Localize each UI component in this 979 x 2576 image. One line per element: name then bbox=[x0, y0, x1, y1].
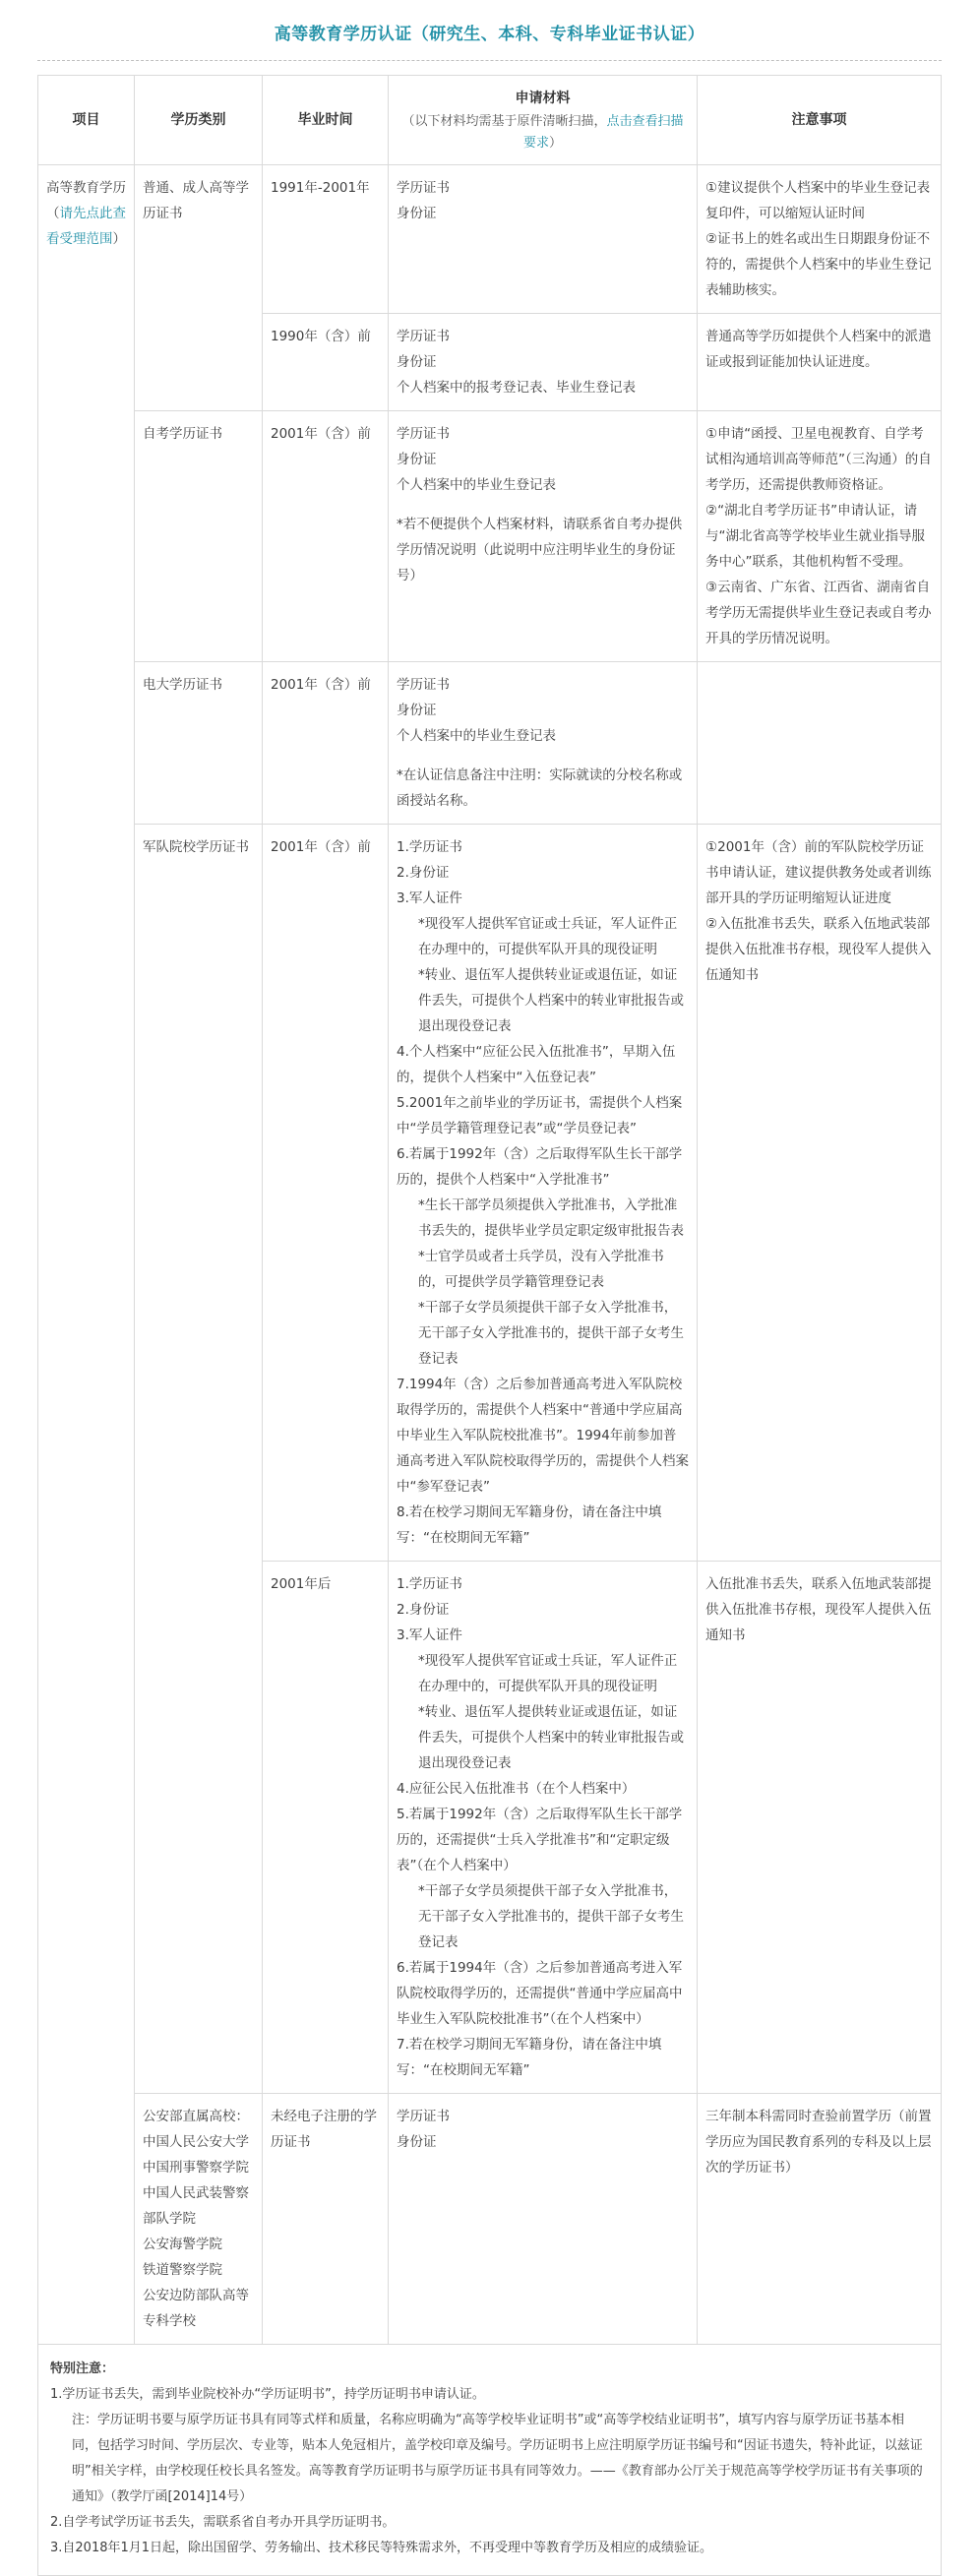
material-line: 学历证书 bbox=[397, 677, 450, 693]
material-subnote: *士官学员或者士兵学员，没有入学批准书的，可提供学员学籍管理登记表 bbox=[418, 1249, 664, 1290]
note-line: ②入伍批准书丢失，联系入伍地武装部提供入伍批准书存根，现役军人提供入伍通知书 bbox=[705, 916, 932, 983]
material-subnote: *生长干部学员须提供入学批准书，入学批准书丢失的，提供毕业学员定职定级审批报告表 bbox=[418, 1197, 684, 1239]
material-line: 2.身份证 bbox=[397, 1602, 450, 1618]
materials-cell bbox=[389, 662, 698, 825]
acceptance-scope-link[interactable]: 请先点此查看受理范围 bbox=[46, 206, 126, 247]
special-notes bbox=[37, 2345, 942, 2576]
material-line: 5.2001年之前毕业的学历证书，需提供个人档案中“学员学籍管理登记表”或“学员登记表” bbox=[397, 1095, 683, 1136]
item-link-pre: （ bbox=[46, 206, 60, 221]
category-cell: 普通、成人高等学历证书 bbox=[135, 165, 263, 411]
note-line: ①申请“函授、卫星电视教育、自学考试相沟通培训高等师范”（三沟通）的自考学历，还需提供教师资格证。 bbox=[705, 426, 932, 493]
note-line: ③云南省、广东省、江西省、湖南省自考学历无需提供毕业生登记表或自考办开具的学历情况说明。 bbox=[705, 580, 932, 646]
table-row bbox=[38, 411, 942, 662]
note-line: ①建议提供个人档案中的毕业生登记表复印件，可以缩短认证时间 bbox=[705, 180, 931, 221]
category-cell: 电大学历证书 bbox=[135, 662, 263, 825]
category-cell bbox=[135, 2094, 263, 2345]
category-line: 中国刑事警察学院 bbox=[143, 2160, 249, 2176]
note-line: 入伍批准书丢失，联系入伍地武装部提供入伍批准书存根，现役军人提供入伍通知书 bbox=[705, 1576, 932, 1643]
time-cell: 1991年-2001年 bbox=[263, 165, 389, 314]
item-link-post: ） bbox=[112, 231, 126, 247]
material-line: 学历证书 bbox=[397, 180, 450, 196]
notes-cell bbox=[698, 2094, 942, 2345]
materials-cell bbox=[389, 1562, 698, 2094]
category-line: 公安海警学院 bbox=[143, 2237, 222, 2252]
table-row bbox=[38, 2094, 942, 2345]
category-line: 铁道警察学院 bbox=[143, 2262, 222, 2278]
material-line: 7.1994年（含）之后参加普通高考进入军队院校取得学历的，需提供个人档案中“普通中学应届高中毕业生入军队院校批准书”。1994年前参加普通高考进入军队院校取得学历的，需提供个人档案中“参军登记表” bbox=[397, 1377, 689, 1495]
notes-cell bbox=[698, 662, 942, 825]
material-line: 1.学历证书 bbox=[397, 839, 462, 855]
header-category: 学历类别 bbox=[135, 76, 263, 165]
category-cell: 军队院校学历证书 bbox=[135, 825, 263, 2094]
time-cell: 2001年（含）前 bbox=[263, 662, 389, 825]
header-time: 毕业时间 bbox=[263, 76, 389, 165]
title-divider bbox=[37, 60, 942, 61]
category-line: 公安部直属高校： bbox=[143, 2109, 249, 2124]
special-note-line: 3.自2018年1月1日起，除出国留学、劳务输出、技术移民等特殊需求外，不再受理中等教育学历及相应的成绩验证。 bbox=[50, 2541, 713, 2555]
time-cell: 1990年（含）前 bbox=[263, 314, 389, 411]
scan-requirements-link[interactable]: 点击查看扫描要求 bbox=[522, 114, 684, 151]
notes-cell bbox=[698, 411, 942, 662]
material-line: 身份证 bbox=[397, 2134, 437, 2150]
note-line: ②“湖北自考学历证书”申请认证，请与“湖北省高等学校毕业生就业指导服务中心”联系，其他机构暂不受理。 bbox=[705, 503, 925, 570]
note-line: ②证书上的姓名或出生日期跟身份证不符的，需提供个人档案中的毕业生登记表辅助核实。 bbox=[705, 231, 932, 298]
material-line: 个人档案中的毕业生登记表 bbox=[397, 728, 556, 744]
material-line: 身份证 bbox=[397, 206, 437, 221]
time-cell: 2001年后 bbox=[263, 1562, 389, 2094]
note-line: 普通高等学历如提供个人档案中的派遣证或报到证能加快认证进度。 bbox=[705, 329, 932, 370]
material-line: 4.应征公民入伍批准书（在个人档案中） bbox=[397, 1781, 636, 1797]
material-line: 6.若属于1994年（含）之后参加普通高考进入军队院校取得学历的，还需提供“普通中学应届高中毕业生入军队院校批准书”（在个人档案中） bbox=[397, 1960, 683, 2027]
material-line: 7.若在校学习期间无军籍身份，请在备注中填写：“在校期间无军籍” bbox=[397, 2037, 662, 2078]
material-line: 3.军人证件 bbox=[397, 890, 462, 906]
page-title: 高等教育学历认证（研究生、本科、专科毕业证书认证） bbox=[274, 25, 705, 44]
note-line: 三年制本科需同时查验前置学历（前置学历应为国民教育系列的专科及以上层次的学历证书） bbox=[705, 2109, 932, 2176]
material-subnote: *现役军人提供军官证或士兵证，军人证件正在办理中的，可提供军队开具的现役证明 bbox=[418, 1653, 678, 1694]
material-subnote: *干部子女学员须提供干部子女入学批准书，无干部子女入学批准书的，提供干部子女考生登记表 bbox=[418, 1883, 684, 1950]
item-label: 高等教育学历 bbox=[46, 180, 126, 196]
header-materials-sub bbox=[397, 111, 689, 154]
notes-cell bbox=[698, 314, 942, 411]
material-line: 1.学历证书 bbox=[397, 1576, 462, 1592]
table-row bbox=[38, 825, 942, 1562]
certification-table bbox=[37, 75, 942, 2345]
table-row bbox=[38, 662, 942, 825]
material-line: 身份证 bbox=[397, 703, 437, 718]
notes-cell bbox=[698, 1562, 942, 2094]
time-cell: 2001年（含）前 bbox=[263, 825, 389, 1562]
header-notes: 注意事项 bbox=[698, 76, 942, 165]
material-subnote: *现役军人提供军官证或士兵证，军人证件正在办理中的，可提供军队开具的现役证明 bbox=[418, 916, 678, 957]
category-line: 中国人民武装警察部队学院 bbox=[143, 2185, 249, 2227]
spacer bbox=[397, 749, 689, 763]
material-line: 学历证书 bbox=[397, 426, 450, 442]
material-note: *若不便提供个人档案材料，请联系省自考办提供学历情况说明（此说明中应注明毕业生的身份证号） bbox=[397, 517, 683, 583]
materials-cell bbox=[389, 411, 698, 662]
material-line: 学历证书 bbox=[397, 2109, 450, 2124]
note-line: ①2001年（含）前的军队院校学历证书申请认证，建议提供教务处或者训练部开具的学历证明缩短认证进度 bbox=[705, 839, 932, 906]
table-header-row bbox=[38, 76, 942, 165]
special-note-line: 注：学历证明书要与原学历证书具有同等式样和质量，名称应明确为“高等学校毕业证明书”或“高等学校结业证明书”，填写内容与原学历证书基本相同，包括学习时间、学历层次、专业等，贴本人免冠相片，盖学校印章及编号。学历证明书上应注明原学历证书编号和“因证书遗失，特补此证，以兹证明”相关字样，由学校现任校长具名签发。高等教育学历证明书与原学历证书具有同等效力。——《教育部办公厅关于规范高等学校学历证书有关事项的通知》（教学厅函[2014]14号） bbox=[72, 2413, 923, 2504]
notes-cell bbox=[698, 165, 942, 314]
header-materials bbox=[389, 76, 698, 165]
special-note-line: 2.自学考试学历证书丢失，需联系省自考办开具学历证明书。 bbox=[50, 2515, 396, 2530]
materials-cell bbox=[389, 314, 698, 411]
table-body bbox=[38, 165, 942, 2345]
material-line: 学历证书 bbox=[397, 329, 450, 344]
material-line: 2.身份证 bbox=[397, 865, 450, 881]
material-line: 4.个人档案中“应征公民入伍批准书”，早期入伍的，提供个人档案中“入伍登记表” bbox=[397, 1044, 676, 1085]
materials-cell bbox=[389, 2094, 698, 2345]
header-materials-sub-pre: （以下材料均需基于原件清晰扫描， bbox=[401, 114, 607, 129]
special-notes-heading: 特别注意： bbox=[50, 2361, 115, 2376]
material-line: 3.军人证件 bbox=[397, 1627, 462, 1643]
material-line: 6.若属于1992年（含）之后取得军队生长干部学历的，提供个人档案中“入学批准书” bbox=[397, 1146, 683, 1188]
material-line: 8.若在校学习期间无军籍身份，请在备注中填写：“在校期间无军籍” bbox=[397, 1504, 662, 1546]
header-materials-sub-post: ） bbox=[549, 136, 563, 151]
material-subnote: *转业、退伍军人提供转业证或退伍证，如证件丢失，可提供个人档案中的转业审批报告或退出现役登记表 bbox=[418, 1704, 684, 1771]
material-line: 5.若属于1992年（含）之后取得军队生长干部学历的，还需提供“士兵入学批准书”和“定职定级表”（在个人档案中） bbox=[397, 1807, 683, 1873]
header-materials-label: 申请材料 bbox=[515, 91, 571, 106]
table-row bbox=[38, 165, 942, 314]
notes-cell bbox=[698, 825, 942, 1562]
material-line: 身份证 bbox=[397, 354, 437, 370]
item-cell bbox=[38, 165, 135, 2345]
time-cell: 未经电子注册的学历证书 bbox=[263, 2094, 389, 2345]
material-line: 个人档案中的毕业生登记表 bbox=[397, 477, 556, 493]
category-cell: 自考学历证书 bbox=[135, 411, 263, 662]
material-line: 身份证 bbox=[397, 452, 437, 467]
category-line: 公安边防部队高等专科学校 bbox=[143, 2288, 249, 2329]
materials-cell bbox=[389, 165, 698, 314]
time-cell: 2001年（含）前 bbox=[263, 411, 389, 662]
material-subnote: *干部子女学员须提供干部子女入学批准书，无干部子女入学批准书的，提供干部子女考生登记表 bbox=[418, 1300, 684, 1367]
material-subnote: *转业、退伍军人提供转业证或退伍证，如证件丢失，可提供个人档案中的转业审批报告或退出现役登记表 bbox=[418, 967, 684, 1034]
material-line: 个人档案中的报考登记表、毕业生登记表 bbox=[397, 380, 636, 396]
spacer bbox=[397, 498, 689, 512]
material-note: *在认证信息备注中注明：实际就读的分校名称或函授站名称。 bbox=[397, 767, 683, 809]
special-note-line: 1.学历证书丢失，需到毕业院校补办“学历证明书”，持学历证明书申请认证。 bbox=[50, 2387, 485, 2402]
category-line: 中国人民公安大学 bbox=[143, 2134, 249, 2150]
materials-cell bbox=[389, 825, 698, 1562]
header-item: 项目 bbox=[38, 76, 135, 165]
